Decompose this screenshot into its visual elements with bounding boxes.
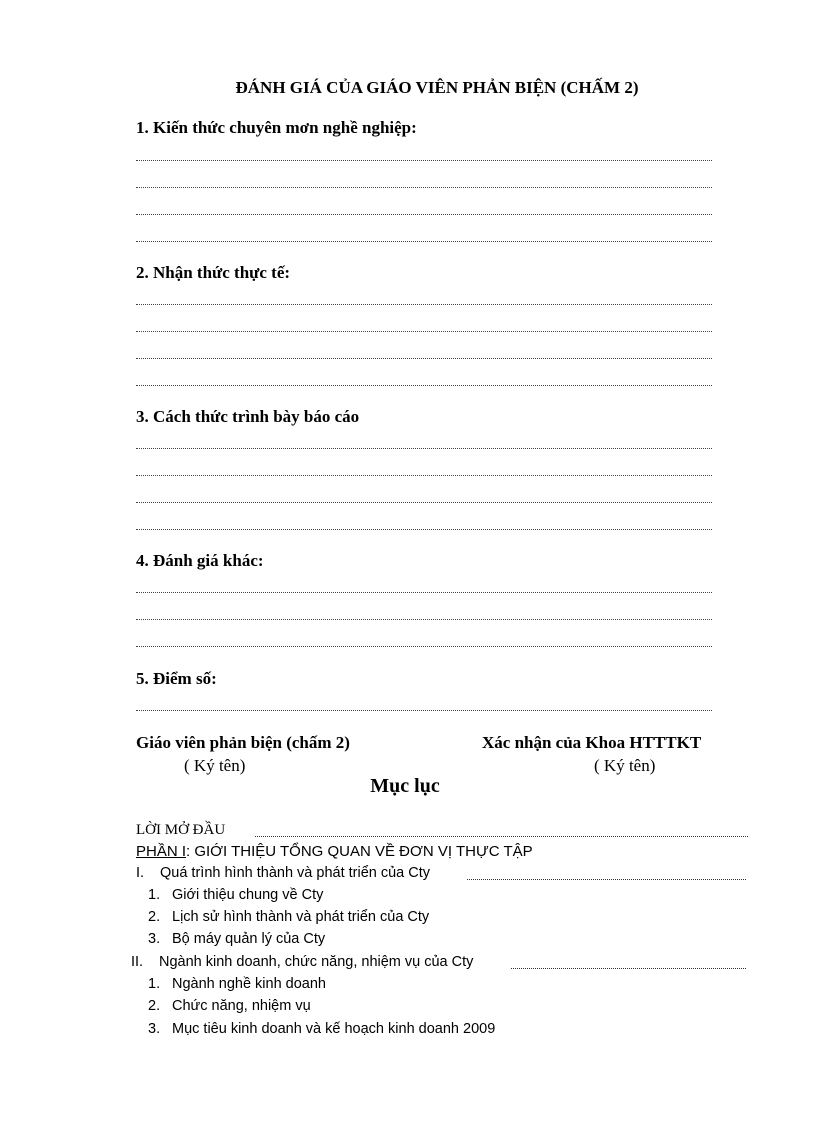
- toc-item: 3. Mục tiêu kinh doanh và kế hoạch kinh doanh 2009: [148, 1021, 496, 1037]
- toc-intro: LỜI MỞ ĐẦU: [136, 822, 226, 838]
- reviewer-signature-note: ( Ký tên): [184, 756, 246, 775]
- answer-line: [136, 160, 712, 161]
- toc-chapter-1-numeral: I.: [136, 865, 145, 881]
- toc-title: Mục lục: [370, 775, 440, 797]
- reviewer-signature-title: Giáo viên phản biện (chấm 2): [136, 733, 350, 752]
- section-1-heading: 1. Kiến thức chuyên mơn nghề nghiệp:: [136, 118, 417, 137]
- answer-line: [136, 331, 712, 332]
- toc-item: 2. Lịch sử hình thành và phát triển của Cty: [148, 909, 430, 925]
- toc-chapter-2: [131, 954, 473, 970]
- answer-line: [136, 592, 712, 593]
- toc-leader: [511, 968, 746, 969]
- toc-item: 1. Giới thiệu chung về Cty: [148, 887, 324, 903]
- section-3-heading: 3. Cách thức trình bày báo cáo: [136, 407, 360, 426]
- toc-chapter-2-numeral: II.: [131, 954, 144, 970]
- section-5-heading: 5. Điểm số:: [136, 669, 217, 688]
- toc-chapter-1: [136, 865, 430, 881]
- answer-line: [136, 187, 712, 188]
- faculty-signature-note: ( Ký tên): [594, 756, 656, 775]
- toc-part-1-title: : GIỚI THIỆU TỔNG QUAN VỀ ĐƠN VỊ THỰC TẬP: [186, 843, 533, 860]
- toc-item: 3. Bộ máy quản lý của Cty: [148, 931, 326, 947]
- answer-line: [136, 475, 712, 476]
- section-4-heading: 4. Đánh giá khác:: [136, 551, 264, 570]
- toc-item: 1. Ngành nghề kinh doanh: [148, 976, 326, 992]
- answer-line: [136, 304, 712, 305]
- toc-part-1-prefix: PHẦN I: [136, 843, 187, 860]
- answer-line: [136, 214, 712, 215]
- toc-leader: [255, 836, 748, 837]
- answer-line: [136, 358, 712, 359]
- answer-line: [136, 619, 712, 620]
- toc-item: 2. Chức năng, nhiệm vụ: [148, 998, 311, 1014]
- toc-leader: [467, 879, 746, 880]
- toc-chapter-1-label: Quá trình hình thành và phát triển của Cty: [160, 865, 431, 881]
- answer-line: [136, 241, 712, 242]
- answer-line: [136, 502, 712, 503]
- answer-line: [136, 385, 712, 386]
- faculty-signature-title: Xác nhận của Khoa HTTTKT: [482, 733, 702, 752]
- answer-line: [136, 710, 712, 711]
- answer-line: [136, 529, 712, 530]
- section-2-heading: 2. Nhận thức thực tế:: [136, 263, 291, 282]
- answer-line: [136, 448, 712, 449]
- page-title: ĐÁNH GIÁ CỦA GIÁO VIÊN PHẢN BIỆN (CHẤM 2): [235, 78, 639, 97]
- answer-line: [136, 646, 712, 647]
- toc-part-1: [136, 843, 533, 860]
- toc-chapter-2-label: Ngành kinh doanh, chức năng, nhiệm vụ của Cty: [159, 954, 474, 970]
